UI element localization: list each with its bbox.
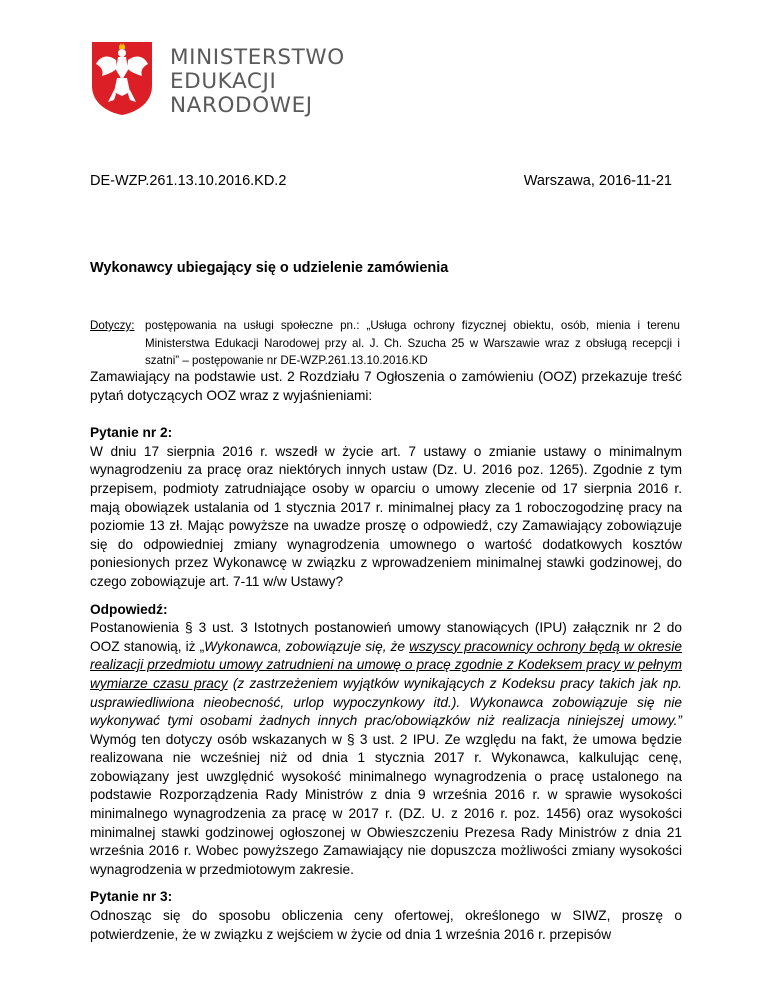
answer-2-quote-start: Wykonawca, zobowiązuje się, że: [204, 638, 410, 654]
question-2-text: W dniu 17 sierpnia 2016 r. wszedł w życie art. 7 ustawy o zmianie ustawy o minimalnym wynagrodzeniu za pracę oraz niektórych innych ustaw (Dz. U. 2016 poz. 1265). Zgodnie z tym przepisem, podmioty zatrudniające osoby w oparciu o umowy zlecenie od 17 sierpnia 2016 r. mają obowiązek ustalania od 1 stycznia 2017 r. minimalnej płacy za 1 roboczogodzinę pracy na poziomie 13 zł. Mając powyższe na uwadze proszę o odpowiedź, czy Zamawiający zobowiązuje się do odpowiedniej zmiany wynagrodzenia umownego o wartość dodatkowych kosztów poniesionych przez Wykonawcę w związku z wprowadzeniem minimalnej stawki godzinowej, do czego zobowiązuje art. 7-11 w/w Ustawy?: [90, 443, 682, 589]
question-3-title: Pytanie nr 3:: [90, 889, 173, 905]
ministry-name: [170, 46, 345, 118]
polish-white-eagle-emblem-icon: [90, 40, 154, 116]
answer-2: [90, 601, 682, 880]
ministry-logo: [90, 40, 350, 120]
question-2-title: Pytanie nr 2:: [90, 425, 173, 441]
subject-text: postępowania na usługi społeczne pn.: „Usługa ochrony fizycznej obiektu, osób, mienia i terenu Ministerstwa Edukacji Narodowej przy al. J. Ch. Szucha 25 w Warszawie wraz z obsługą recepcji i szatni” – postępowanie nr DE-WZP.261.13.10.2016.KD: [145, 319, 680, 367]
document-body: [90, 368, 682, 953]
answer-2-text-start: Postanowienia § 3 ust. 3 Istotnych postanowień umowy stanowiących (IPU) załącznik nr 2 do OOZ stanowią, iż „: [90, 620, 682, 654]
ministry-line-3: NARODOWEJ: [170, 93, 313, 118]
answer-2-text-end: Wymóg ten dotyczy osób wskazanych w § 3 ust. 2 IPU. Ze względu na fakt, że umowa będzie realizowana nie wcześniej niż od dnia 1 stycznia 2017 r. Wykonawca, kalkulując cenę, zobowiązany jest uwzględnić wysokość minimalnego wynagrodzenia o pracę ustalonego na podstawie Rozporządzenia Rady Ministrów z dnia 9 września 2016 r. w sprawie wysokości minimalnego wynagrodzenia za pracę w 2017 r. (DZ. U. z 2016 r. poz. 1456) oraz wysokości minimalnej stawki godzinowej ogłoszonej w Obwieszczeniu Prezesa Rady Ministrów z dnia 21 września 2016 r. Wobec powyższego Zamawiający nie dopuszcza możliwości zmiany wysokości wynagrodzenia w przedmiotowym zakresie.: [90, 731, 682, 877]
question-3: [90, 888, 682, 944]
answer-2-quote-end: (z zastrzeżeniem wyjątków wynikających z Kodeksu pracy takich jak np. usprawiedliwiona nieobecność, urlop wypoczynkowy itd.). Wykonawca zobowiązuje się nie wykonywać tymi osobami żadnych innych prac/obowiązków niż realizacja niniejszej umowy.”: [90, 675, 682, 729]
question-2: [90, 424, 682, 591]
ministry-line-1: MINISTERSTWO: [170, 45, 345, 70]
ministry-line-2: EDUKACJI: [170, 69, 277, 94]
answer-2-quote-underlined: wszyscy pracownicy ochrony będą w okresie realizacji przedmiotu umowy zatrudnieni na umowę o pracę zgodnie z Kodeksem pracy w pełnym wymiarze czasu pracy: [90, 638, 682, 691]
addressee-heading: Wykonawcy ubiegający się o udzielenie zamówienia: [90, 260, 449, 276]
question-3-text: Odnosząc się do sposobu obliczenia ceny ofertowej, określonego w SIWZ, proszę o potwierdzenie, że w związku z wejściem w życie od dnia 1 września 2016 r. przepisów: [90, 908, 682, 942]
place-date: Warszawa, 2016-11-21: [523, 173, 672, 189]
subject-block: [90, 317, 680, 370]
intro-paragraph: Zamawiający na podstawie ust. 2 Rozdziału 7 Ogłoszenia o zamówieniu (OOZ) przekazuje treść pytań dotyczących OOZ wraz z wyjaśnieniami:: [90, 369, 682, 403]
subject-label: Dotyczy:: [90, 319, 135, 332]
reference-number: DE-WZP.261.13.10.2016.KD.2: [90, 173, 287, 189]
answer-2-title: Odpowiedź:: [90, 601, 168, 617]
